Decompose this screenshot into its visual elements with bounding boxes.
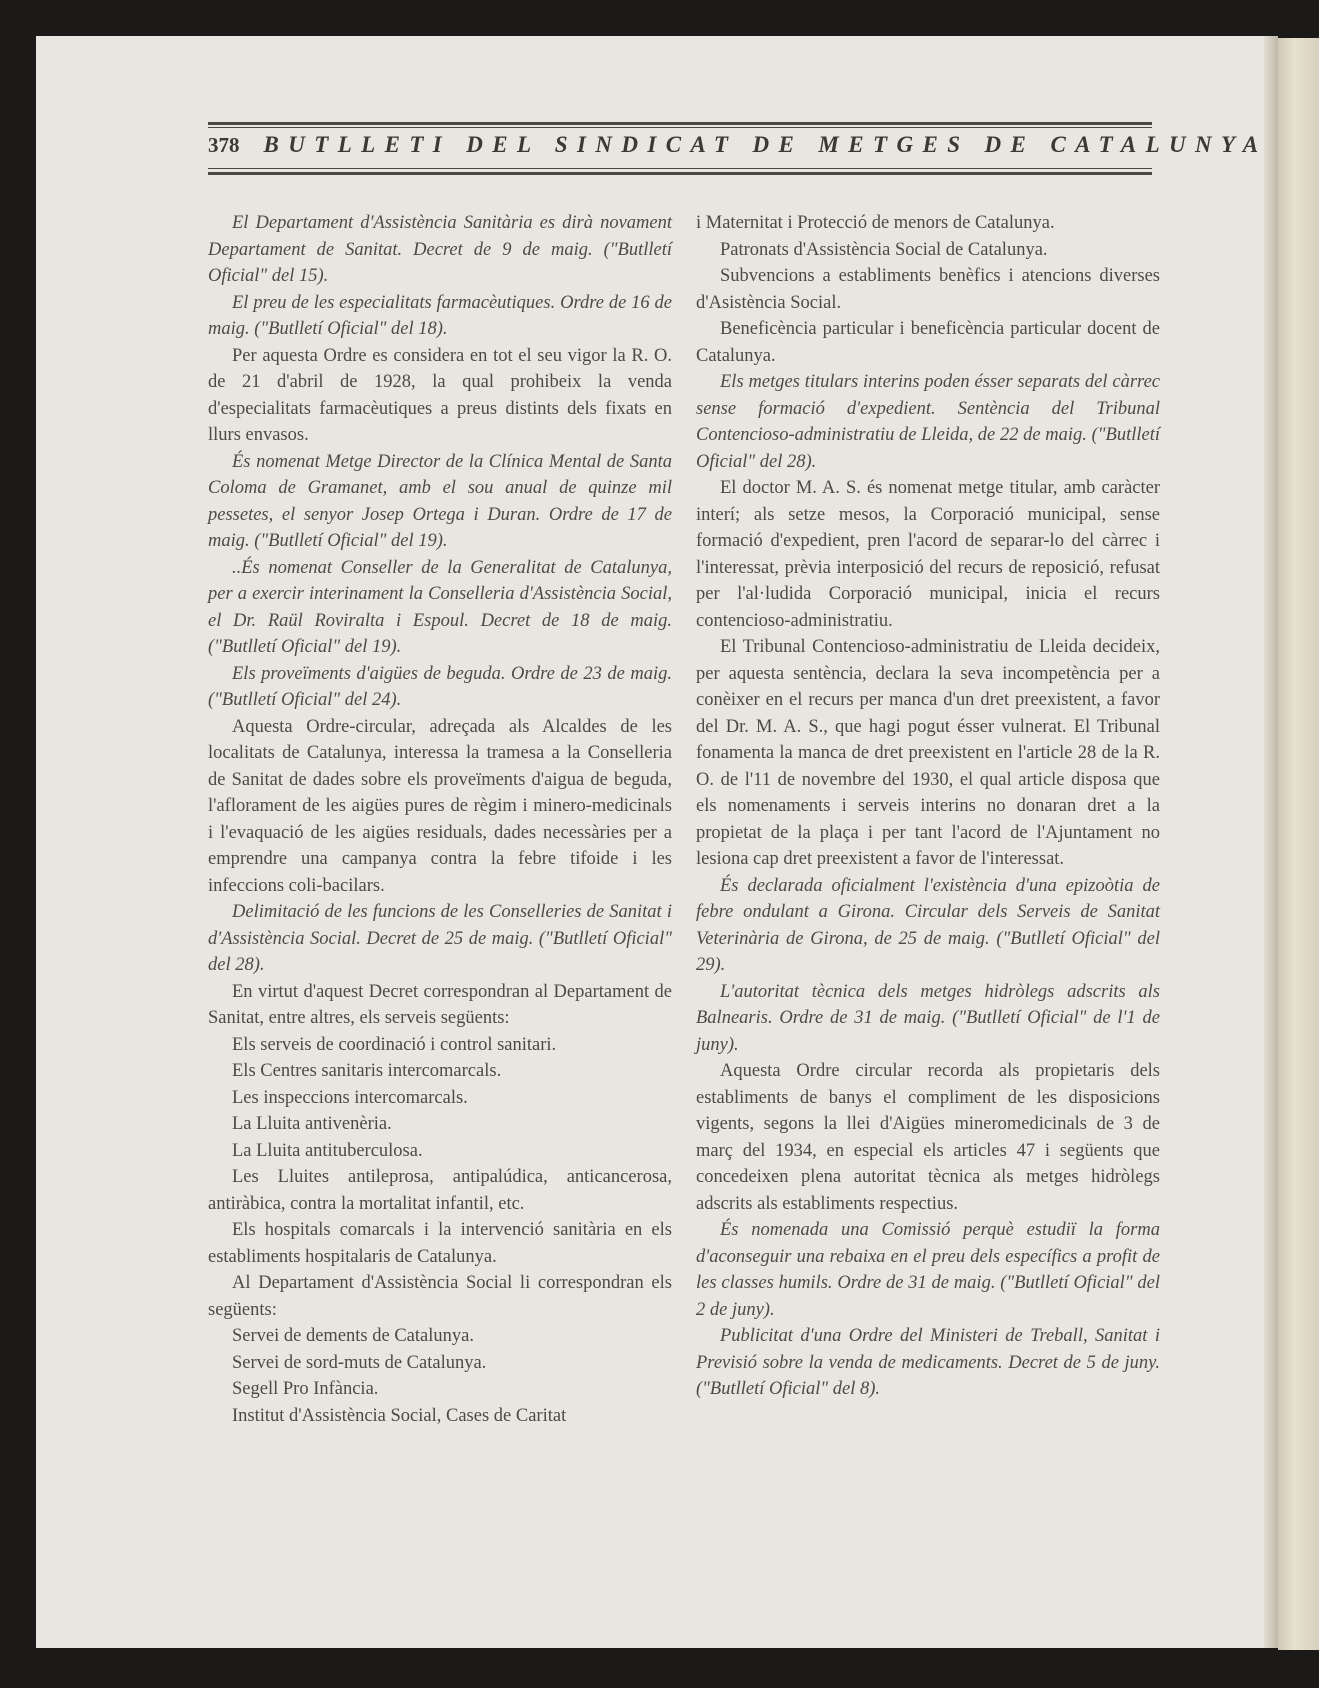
- paragraph: Els proveïments d'aigües de beguda. Ordre de 23 de maig. ("Butlletí Oficial" del 24).: [208, 663, 672, 710]
- paragraph: El Tribunal Contencioso-administratiu de Lleida decideix, per aquesta sentència, declara la seva incompetència per a conèixer en el recurs per manca d'un dret preexistent, a favor del Dr. M. A. S., que hagi pogut ésser vulnerat. El Tribunal fonamenta la manca de dret preexistent en l'article 28 de la R. O. de l'11 de novembre del 1930, el qual article disposa que els nomenaments i serveis interins no donaran dret a la propietat de la plaça i per tant l'acord de l'Ajuntament no lesiona cap dret preexistent a favor de l'interessat.: [696, 637, 1160, 869]
- paragraph: El Departament d'Assistència Sanitària es dirà novament Departament de Sanitat. Decret de 9 de maig. ("Butlletí Oficial" del 15).: [208, 213, 672, 286]
- paragraph: Per aquesta Ordre es considera en tot el seu vigor la R. O. de 21 d'abril de 1928, la qual prohibeix la venda d'especialitats farmacèutiques a preus distints dels fixats en llurs envasos.: [208, 345, 672, 445]
- paragraph: ..És nomenat Conseller de la Generalitat de Catalunya, per a exercir interinament la Conselleria d'Assistència Social, el Dr. Raül Roviralta i Espoul. Decret de 18 de maig. ("Butlletí Oficial" del 19).: [208, 557, 672, 657]
- paragraph: És nomenada una Comissió perquè estudiï la forma d'aconseguir una rebaixa en el preu dels específics a profit de les classes humils. Ordre de 31 de maig. ("Butlletí Oficial" del 2 de juny).: [696, 1220, 1160, 1320]
- paragraph: L'autoritat tècnica dels metges hidròlegs adscrits als Balnearis. Ordre de 31 de maig. ("Butlletí Oficial" de l'1 de juny).: [696, 981, 1160, 1055]
- paragraph: Al Departament d'Assistència Social li correspondran els següents:: [208, 1273, 672, 1320]
- paragraph: Institut d'Assistència Social, Cases de Caritat: [232, 1405, 567, 1426]
- paragraph: Les inspeccions intercomarcals.: [232, 1087, 468, 1108]
- running-title: BUTLLETI DEL SINDICAT DE METGES DE CATALUNYA: [263, 132, 1268, 157]
- header-rule-top-thin: [208, 127, 1152, 128]
- paragraph: Servei de dements de Catalunya.: [232, 1326, 474, 1346]
- paragraph: Beneficència particular i beneficència particular docent de Catalunya.: [696, 319, 1160, 366]
- paragraph: Aquesta Ordre-circular, adreçada als Alcaldes de les localitats de Catalunya, interessa la tramesa a la Conselleria de Sanitat de dades sobre els proveïments d'aigua de beguda, l'aflorament de les aigües pures de règim i minero-medicinals i l'evaquació de les aigües residuals, dades necessàries per a emprendre una campanya contra la febre tifoide i les infeccions coli-bacilars.: [208, 716, 672, 896]
- paragraph: Aquesta Ordre circular recorda als propietaris dels establiments de banys el compliment de les disposicions vigents, segons la llei d'Aigües mineromedicinals de 3 de març del 1934, en especial els articles 47 i següents que concedeixen plena autoritat tècnica als metges hidròlegs adscrits als establiments respectius.: [696, 1061, 1160, 1214]
- header-rule-bottom-thin: [208, 168, 1152, 169]
- paragraph: La Lluita antituberculosa.: [232, 1140, 423, 1161]
- paragraph: Els metges titulars interins poden ésser separats del càrrec sense formació d'expedient. Sentència del Tribunal Contencioso-administratiu de Lleida, de 22 de maig. ("Butlletí Oficial" del 28).: [696, 372, 1160, 472]
- paragraph: És nomenat Metge Director de la Clínica Mental de Santa Coloma de Gramanet, amb el sou anual de quinze mil pessetes, el senyor Josep Ortega i Duran. Ordre de 17 de maig. ("Butlletí Oficial" del 19).: [208, 451, 672, 551]
- paragraph: i Maternitat i Protecció de menors de Catalunya.: [696, 213, 1055, 233]
- paragraph: És declarada oficialment l'existència d'una epizoòtia de febre ondulant a Girona. Circular dels Serveis de Sanitat Veterinària de Girona, de 25 de maig. ("Butlletí Oficial" del 29).: [696, 875, 1160, 975]
- paragraph: Els hospitals comarcals i la intervenció sanitària en els establiments hospitalaris de Catalunya.: [208, 1220, 672, 1267]
- paragraph: Subvencions a establiments benèfics i atencions diverses d'Asistència Social.: [696, 266, 1160, 313]
- paragraph: El preu de les especialitats farmacèutiques. Ordre de 16 de maig. ("Butlletí Oficial" del 18).: [208, 292, 672, 339]
- left-column: [208, 210, 672, 1429]
- scan-background-edge: [1278, 38, 1319, 1650]
- paragraph: Segell Pro Infància.: [232, 1379, 379, 1399]
- paragraph: Els serveis de coordinació i control sanitari.: [232, 1034, 557, 1055]
- page-number: 378: [208, 133, 240, 157]
- header-rule-bottom: [208, 172, 1152, 175]
- right-column: [696, 210, 1160, 1403]
- running-header: [208, 132, 1268, 168]
- paragraph: La Lluita antivenèria.: [232, 1114, 392, 1134]
- paragraph: Les Lluites antileprosa, antipalúdica, anticancerosa, antiràbica, contra la mortalitat infantil, etc.: [208, 1167, 672, 1214]
- paragraph: Servei de sord-muts de Catalunya.: [232, 1352, 487, 1373]
- paragraph: En virtut d'aquest Decret correspondran al Departament de Sanitat, entre altres, els serveis següents:: [208, 981, 672, 1028]
- paragraph: Publicitat d'una Ordre del Ministeri de Treball, Sanitat i Previsió sobre la venda de medicaments. Decret de 5 de juny. ("Butlletí Oficial" del 8).: [696, 1326, 1160, 1399]
- header-rule-top: [208, 122, 1152, 125]
- paragraph: El doctor M. A. S. és nomenat metge titular, amb caràcter interí; als setze mesos, la Corporació municipal, sense formació d'expedient, pren l'acord de separar-lo del càrrec i l'interessat, prèvia interposició del recurs de reposició, refusat per l'al·ludida Corporació municipal, inicia el recurs contencioso-administratiu.: [696, 478, 1160, 631]
- paragraph: Els Centres sanitaris intercomarcals.: [232, 1061, 502, 1081]
- paragraph: Patronats d'Assistència Social de Catalunya.: [720, 239, 1048, 260]
- paragraph: Delimitació de les funcions de les Conselleries de Sanitat i d'Assistència Social. Decret de 25 de maig. ("Butlletí Oficial" del 28).: [208, 902, 672, 975]
- page-spine-shadow: [1264, 36, 1278, 1648]
